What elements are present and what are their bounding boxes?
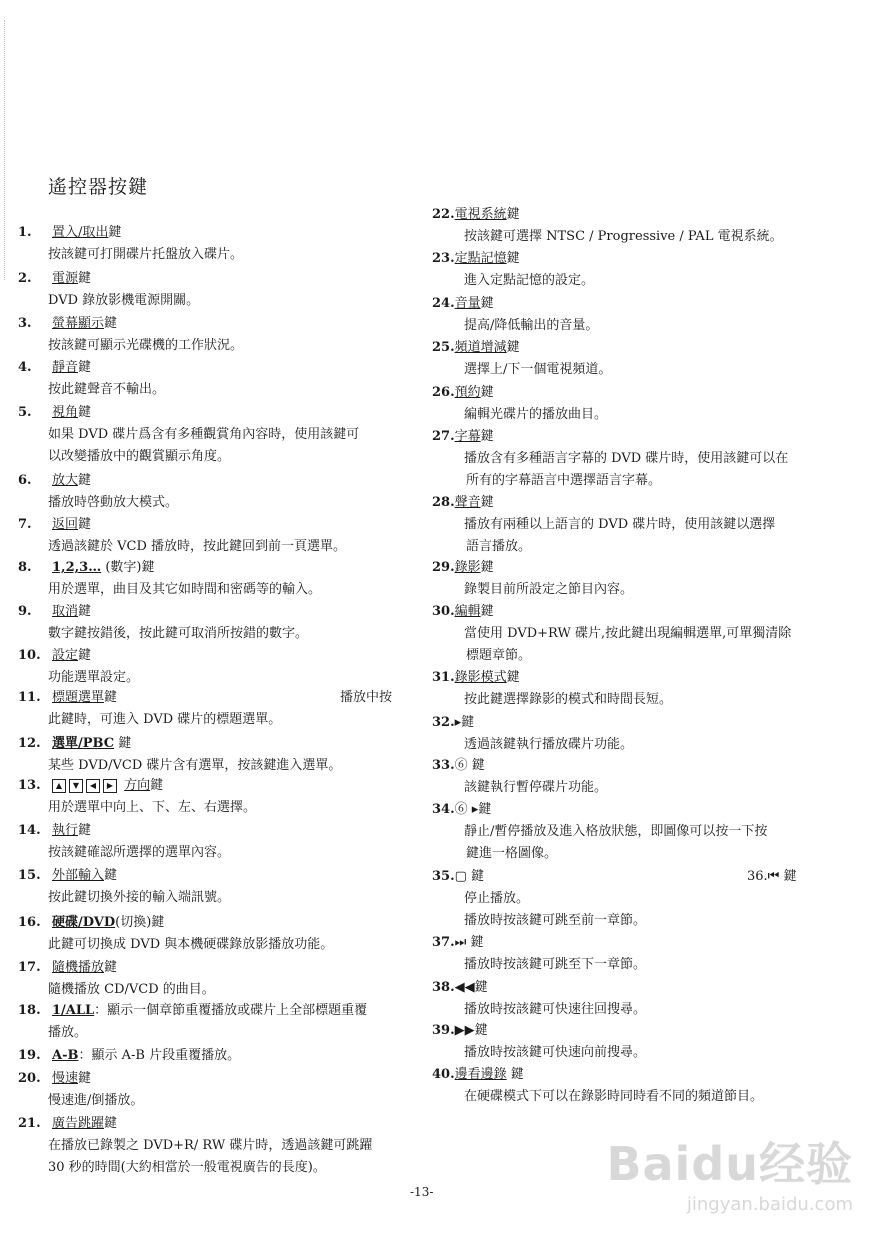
key-suffix: 鍵 [104, 868, 118, 883]
item-heading [18, 268, 199, 290]
item-number: 32. [432, 715, 455, 730]
item-description: 如果 DVD 碟片爲含有多種觀賞角內容時，使用該鍵可 [48, 427, 360, 442]
item-number: 16. [18, 915, 41, 930]
key-label: 標題選單 [52, 690, 105, 705]
item-number: 3. [18, 316, 32, 331]
item-heading [18, 865, 230, 887]
item-number: 23. [432, 251, 455, 266]
item-number: 12. [18, 736, 41, 751]
list-item [432, 557, 633, 601]
key-label: 廣告跳躍 [52, 1116, 105, 1131]
key-suffix: 鍵 [506, 1067, 524, 1082]
list-item [18, 470, 178, 514]
item-number: 39. [432, 1023, 455, 1038]
arrow-key-icon: ◀ [86, 779, 100, 793]
item-heading [18, 957, 215, 979]
key-suffix: 鍵 [478, 802, 492, 817]
item-heading [18, 1000, 367, 1022]
key-suffix: 鍵 [114, 736, 132, 751]
key-suffix: 鍵 [474, 1023, 488, 1038]
key-suffix: 鍵 [480, 495, 494, 510]
list-item [432, 248, 594, 292]
arrow-key-icon: ▲ [52, 779, 66, 793]
item-number: 29. [432, 560, 455, 575]
list-item [18, 357, 165, 401]
item-heading [18, 912, 333, 934]
key-label: 頻道增減 [454, 340, 507, 355]
key-suffix: 鍵 [466, 935, 484, 950]
key-label: 慢速 [52, 1071, 79, 1086]
item-heading [18, 820, 230, 842]
item-description: 用於選單中向上、下、左、右選擇。 [48, 800, 257, 815]
list-item [18, 957, 215, 1001]
item-description: 播放時啓動放大模式。 [48, 495, 179, 510]
item-description: 該鍵執行暫停碟片功能。 [464, 780, 608, 795]
item-heading [18, 222, 243, 244]
key-suffix: 鍵 [108, 225, 122, 240]
item-description: 標題章節。 [466, 648, 532, 663]
key-symbol-icon: ◀◀ [454, 980, 475, 995]
item-description: 按此鍵選擇錄影的模式和時間長短。 [464, 692, 673, 707]
item-heading [18, 514, 346, 536]
item-heading [432, 932, 646, 954]
key-label: 螢幕顯示 [52, 316, 105, 331]
item-description: 數字鍵按錯後，按此鍵可取消所按錯的數字。 [48, 626, 309, 641]
key-label: 1/ALL [52, 1003, 95, 1018]
item-number: 7. [18, 517, 32, 532]
item-description: 按該鍵可選擇 NTSC / Progressive / PAL 電視系統。 [464, 229, 783, 244]
item-heading [432, 492, 775, 514]
list-item [432, 755, 607, 799]
item-number: 31. [432, 670, 455, 685]
item-heading [18, 645, 139, 667]
item-heading [432, 667, 672, 689]
key-label: 電源 [52, 271, 79, 286]
list-item [432, 932, 646, 976]
key-suffix: 鍵 [480, 385, 494, 400]
item-description: 編輯光碟片的播放曲目。 [464, 407, 608, 422]
list-item [432, 1020, 646, 1064]
item-description: 所有的字幕語言中選擇語言字幕。 [466, 473, 662, 488]
list-item [432, 601, 791, 667]
key-suffix: 鍵 [104, 1116, 118, 1131]
item-number: 17. [18, 960, 41, 975]
item-number: 15. [18, 868, 41, 883]
list-item [18, 402, 359, 468]
item-heading [18, 470, 178, 492]
item-number: 14. [18, 823, 41, 838]
item-description: 播放時按該鍵可快速往回搜尋。 [464, 1002, 647, 1017]
item-number: 37. [432, 935, 455, 950]
list-item [18, 557, 321, 601]
item-number: 24. [432, 296, 455, 311]
item-heading [18, 775, 256, 797]
key-label: A-B [52, 1048, 79, 1063]
item-description: 透過該鍵於 VCD 播放時，按此鍵回到前一頁選單。 [48, 539, 347, 554]
item-description: 按此鍵聲音不輸出。 [48, 382, 166, 397]
list-item [432, 293, 598, 337]
item-number: 22. [432, 207, 455, 222]
item-description: 播放含有多種語言字幕的 DVD 碟片時，使用該鍵可以在 [464, 451, 789, 466]
item-description: 靜止/暫停播放及進入格放狀態，即圖像可以按一下按 [464, 824, 768, 839]
list-item [432, 492, 775, 558]
list-item [18, 268, 199, 312]
item-description: 在播放已錄製之 DVD+R/ RW 碟片時，透過該鍵可跳躍 [48, 1138, 373, 1153]
item-description: 播放。 [48, 1025, 88, 1040]
item-number: 34. [432, 802, 455, 817]
key-suffix: 鍵 [78, 517, 92, 532]
page-title: 遙控器按鍵 [48, 176, 149, 198]
key-suffix: ：顯示一個章節重覆播放或碟片上全部標題重覆 [94, 1003, 368, 1018]
list-item [18, 1113, 372, 1179]
key-label: 視角 [52, 405, 79, 420]
key-label: 執行 [52, 823, 79, 838]
list-item [18, 1045, 240, 1067]
inline-note: 36.⏮ 鍵 [747, 869, 797, 884]
item-number: 38. [432, 980, 455, 995]
list-item [432, 866, 797, 932]
key-label: 放大 [52, 473, 79, 488]
item-heading [432, 1020, 646, 1042]
item-heading [432, 248, 594, 270]
list-item [432, 667, 672, 711]
item-heading [432, 382, 607, 404]
item-description: 停止播放。 [464, 891, 530, 906]
key-suffix: 鍵 [104, 316, 118, 331]
key-suffix: 鍵 [78, 473, 92, 488]
key-label: 置入/取出 [52, 225, 109, 240]
key-suffix: 鍵 [104, 960, 118, 975]
item-heading [18, 1113, 372, 1135]
item-number: 10. [18, 648, 41, 663]
key-suffix: 鍵 [480, 296, 494, 311]
key-label: 外部輸入 [52, 868, 105, 883]
item-description: 用於選單，曲目及其它如時間和密碼等的輸入。 [48, 582, 322, 597]
item-description: 鍵進一格圖像。 [466, 846, 558, 861]
key-label: 方向 [124, 778, 151, 793]
list-item [18, 601, 308, 645]
key-label: 邊看邊錄 [454, 1067, 507, 1082]
item-heading [432, 337, 611, 359]
item-description: 某些 DVD/VCD 碟片含有選單，按該鍵進入選單。 [48, 758, 342, 773]
item-heading [432, 755, 607, 777]
key-suffix: 鍵 [78, 604, 92, 619]
key-suffix: 鍵 [480, 604, 494, 619]
item-number: 13. [18, 778, 41, 793]
key-suffix: 鍵 [78, 823, 92, 838]
key-label: 取消 [52, 604, 79, 619]
list-item [18, 645, 139, 689]
key-suffix: 鍵 [78, 360, 92, 375]
key-label: 隨機播放 [52, 960, 105, 975]
list-item [18, 687, 393, 731]
item-heading [18, 313, 243, 335]
key-suffix: 鍵 [506, 340, 520, 355]
list-item [18, 912, 333, 956]
item-number: 20. [18, 1071, 41, 1086]
item-number: 6. [18, 473, 32, 488]
item-description: 按該鍵確認所選擇的選單內容。 [48, 845, 231, 860]
item-description: 語言播放。 [466, 539, 532, 554]
key-suffix: 鍵 [480, 429, 494, 444]
list-item [18, 733, 341, 777]
item-description: 隨機播放 CD/VCD 的曲目。 [48, 982, 215, 997]
arrow-key-icon: ▶ [103, 779, 117, 793]
item-number: 28. [432, 495, 455, 510]
item-number: 35. [432, 869, 455, 884]
key-suffix: 鍵 [78, 405, 92, 420]
key-suffix: 鍵 [78, 271, 92, 286]
item-number: 27. [432, 429, 455, 444]
key-label: 電視系統 [454, 207, 507, 222]
item-heading [432, 712, 633, 734]
key-suffix: (數字)鍵 [101, 560, 155, 575]
list-item [432, 1064, 763, 1108]
key-symbol-icon: ⑥ [454, 758, 468, 773]
key-label: 硬碟/DVD [52, 915, 116, 930]
key-symbol-icon: ⑥ ▸ [454, 802, 479, 817]
item-heading [432, 601, 791, 623]
key-label: 返回 [52, 517, 79, 532]
inline-note: 播放中按 [340, 690, 393, 705]
key-label: 1,2,3… [52, 560, 102, 575]
key-suffix: 鍵 [104, 690, 118, 705]
item-description: 當使用 DVD+RW 碟片,按此鍵出現編輯選單,可單獨清除 [464, 626, 792, 641]
key-suffix: (切換)鍵 [115, 915, 165, 930]
item-heading [432, 866, 797, 888]
list-item [18, 514, 346, 558]
key-label: 定點記憶 [454, 251, 507, 266]
key-label: 音量 [454, 296, 481, 311]
item-number: 4. [18, 360, 32, 375]
item-description: 播放時按該鍵可跳至下一章節。 [464, 957, 647, 972]
list-item [432, 712, 633, 756]
item-number: 2. [18, 271, 32, 286]
key-suffix: 鍵 [78, 648, 92, 663]
item-number: 18. [18, 1003, 41, 1018]
item-description: 此鍵可切換成 DVD 與本機硬碟錄放影播放功能。 [48, 937, 334, 952]
item-number: 19. [18, 1048, 41, 1063]
item-description: 按此鍵切換外接的輸入端訊號。 [48, 890, 231, 905]
key-label: 字幕 [454, 429, 481, 444]
key-suffix: 鍵 [466, 869, 485, 884]
item-heading [432, 799, 767, 821]
key-suffix: 鍵 [467, 758, 485, 773]
item-heading [18, 357, 165, 379]
item-description: DVD 錄放影機電源開關。 [48, 293, 200, 308]
key-label: 靜音 [52, 360, 79, 375]
key-symbol-icon: ▸ [454, 715, 462, 730]
item-description: 按該鍵可顯示光碟機的工作狀況。 [48, 338, 244, 353]
item-description: 以改變播放中的觀賞顯示角度。 [48, 449, 231, 464]
key-suffix: 鍵 [474, 980, 488, 995]
list-item [18, 313, 243, 357]
item-number: 11. [18, 690, 41, 705]
list-item [18, 865, 230, 909]
item-description: 30 秒的時間(大約相當於一般電視廣告的長度)。 [48, 1160, 326, 1175]
item-description: 透過該鍵執行播放碟片功能。 [464, 737, 634, 752]
item-description: 按該鍵可打開碟片托盤放入碟片。 [48, 247, 244, 262]
list-item [18, 820, 230, 864]
key-label: 選單/PBC [52, 736, 115, 751]
item-number: 5. [18, 405, 32, 420]
item-heading [18, 1045, 240, 1067]
item-number: 40. [432, 1067, 455, 1082]
item-description: 錄製目前所設定之節目內容。 [464, 582, 634, 597]
item-description: 此鍵時，可進入 DVD 碟片的標題選單。 [48, 712, 282, 727]
item-description: 功能選單設定。 [48, 670, 140, 685]
item-heading [18, 687, 393, 709]
item-number: 1. [18, 225, 32, 240]
item-number: 25. [432, 340, 455, 355]
key-label: 聲音 [454, 495, 481, 510]
item-heading [432, 557, 633, 579]
key-symbol-icon: ▶▶ [454, 1023, 475, 1038]
list-item [18, 775, 256, 819]
arrow-key-icon: ▼ [69, 779, 83, 793]
key-label: 設定 [52, 648, 79, 663]
key-suffix: 鍵 [506, 670, 520, 685]
list-item [18, 1068, 143, 1112]
key-suffix: 鍵 [150, 778, 164, 793]
list-item [432, 977, 646, 1021]
key-label: 編輯 [454, 604, 481, 619]
key-symbol-icon: ▢ [454, 869, 467, 884]
key-suffix: 鍵 [461, 715, 475, 730]
item-description: 選擇上/下一個電視頻道。 [464, 362, 612, 377]
list-item [432, 204, 783, 248]
item-description: 在硬碟模式下可以在錄影時同時看不同的頻道節目。 [464, 1089, 764, 1104]
scan-edge-line [4, 20, 6, 280]
item-description: 慢速進/倒播放。 [48, 1093, 144, 1108]
item-heading [18, 733, 341, 755]
item-description: 播放有兩種以上語言的 DVD 碟片時，使用該鍵以選擇 [464, 517, 776, 532]
item-number: 26. [432, 385, 455, 400]
item-heading [18, 1068, 143, 1090]
item-description: 進入定點記憶的設定。 [464, 273, 595, 288]
watermark-url: jingyan.baidu.com [686, 1194, 853, 1215]
key-label: 錄影 [454, 560, 481, 575]
key-symbol-icon: ⏭ [454, 935, 467, 950]
key-suffix: 鍵 [78, 1071, 92, 1086]
list-item [432, 426, 788, 492]
key-label: 預約 [454, 385, 481, 400]
list-item [18, 222, 243, 266]
key-suffix: ：顯示 A-B 片段重覆播放。 [78, 1048, 241, 1063]
item-heading [18, 557, 321, 579]
list-item [432, 382, 607, 426]
item-heading [432, 426, 788, 448]
list-item [432, 337, 611, 381]
watermark [606, 1128, 853, 1215]
page-number: -13- [410, 1185, 434, 1199]
item-number: 9. [18, 604, 32, 619]
item-heading [18, 601, 308, 623]
item-description: 提高/降低輸出的音量。 [464, 318, 599, 333]
item-description: 播放時按該鍵可快速向前搜尋。 [464, 1045, 647, 1060]
item-heading [432, 1064, 763, 1086]
item-heading [432, 977, 646, 999]
key-suffix: 鍵 [506, 207, 520, 222]
list-item [18, 1000, 367, 1044]
key-suffix: 鍵 [480, 560, 494, 575]
item-number: 33. [432, 758, 455, 773]
item-number: 30. [432, 604, 455, 619]
key-label: 錄影模式 [454, 670, 507, 685]
key-suffix: 鍵 [506, 251, 520, 266]
item-number: 8. [18, 560, 32, 575]
item-heading [432, 204, 783, 226]
item-description: 播放時按該鍵可跳至前一章節。 [464, 913, 647, 928]
watermark-brand: Baidu经验 [606, 1137, 853, 1191]
item-heading [18, 402, 359, 424]
item-number: 21. [18, 1116, 41, 1131]
list-item [432, 799, 767, 865]
item-heading [432, 293, 598, 315]
